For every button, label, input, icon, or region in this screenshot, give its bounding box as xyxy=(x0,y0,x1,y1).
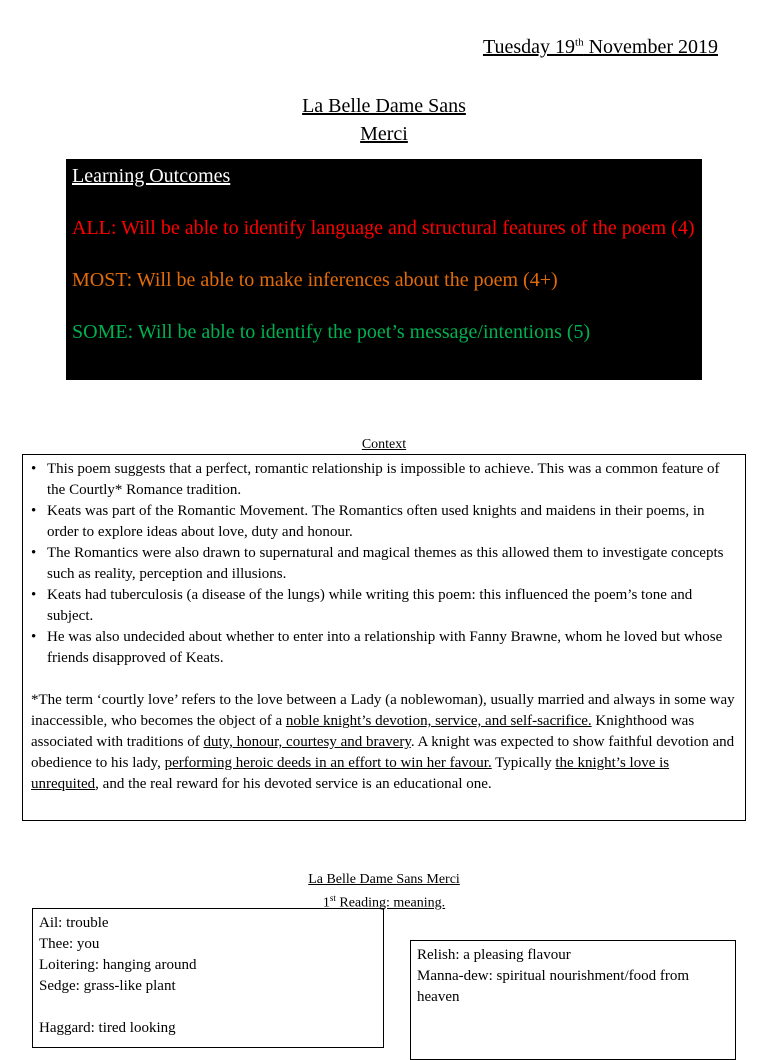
vocab-spacer xyxy=(39,997,377,1018)
context-box xyxy=(22,454,746,821)
outcome-all: ALL: Will be able to identify language and structural features of the poem (4) xyxy=(72,217,695,239)
vocab-item: Loitering: hanging around xyxy=(39,957,197,973)
context-bullet-list xyxy=(31,459,737,669)
learning-outcomes-box xyxy=(66,159,702,380)
context-heading: Context xyxy=(361,437,407,452)
date: Tuesday 19th November 2019 xyxy=(482,36,718,58)
context-bullet: • This poem suggests that a perfect, romantic relationship is impossible to achieve. This was a common feature of the Courtly* Romance tradition. xyxy=(31,459,737,501)
context-bullet: • Keats was part of the Romantic Movement. The Romantics often used knights and maidens in their poems, in order to explore ideas about love, duty and honour. xyxy=(31,501,737,543)
vocab-item: Manna-dew: spiritual nourishment/food from heaven xyxy=(417,968,690,1005)
reading-title: La Belle Dame Sans Merci xyxy=(308,872,460,887)
outcome-most: MOST: Will be able to make inferences about the poem (4+) xyxy=(72,269,558,291)
vocab-item: Sedge: grass-like plant xyxy=(39,978,176,994)
context-bullet: • The Romantics were also drawn to supernatural and magical themes as this allowed them to investigate concepts such as reality, perception and illusions. xyxy=(31,543,737,585)
vocab-item: Ail: trouble xyxy=(39,915,109,931)
outcome-some: SOME: Will be able to identify the poet’s message/intentions (5) xyxy=(72,321,591,343)
vocab-item: Haggard: tired looking xyxy=(39,1020,176,1036)
context-bullet: • Keats had tuberculosis (a disease of the lungs) while writing this poem: this influenced the poem’s tone and subject. xyxy=(31,585,737,627)
reading-subtitle: 1st Reading: meaning. xyxy=(322,893,446,911)
learning-outcomes-heading: Learning Outcomes xyxy=(72,165,231,187)
reading-heading xyxy=(0,870,768,913)
vocabulary-box-left xyxy=(32,908,384,1048)
vocabulary-box-right xyxy=(410,940,736,1060)
page-title xyxy=(0,92,768,148)
vocab-item: Relish: a pleasing flavour xyxy=(417,947,571,963)
title-line-2: Merci xyxy=(360,123,408,145)
vocab-item: Thee: you xyxy=(39,936,100,952)
context-bullet: • He was also undecided about whether to enter into a relationship with Fanny Brawne, whom he loved but whose friends disapproved of Keats. xyxy=(31,627,737,669)
title-line-1: La Belle Dame Sans xyxy=(302,95,466,117)
courtly-love-note: *The term ‘courtly love’ refers to the love between a Lady (a noblewoman), usually married and always in some way inaccessible, who becomes the object of a noble knight’s devotion, service, and self-sacrifice. Knighthood was associated with traditions of duty, honour, courtesy and bravery. A knight was expected to show faithful devotion and obedience to his lady, performing heroic deeds in an effort to win her favour. Typically the knight’s love is unrequited, and the real reward for his devoted service is an educational one. xyxy=(31,692,735,792)
